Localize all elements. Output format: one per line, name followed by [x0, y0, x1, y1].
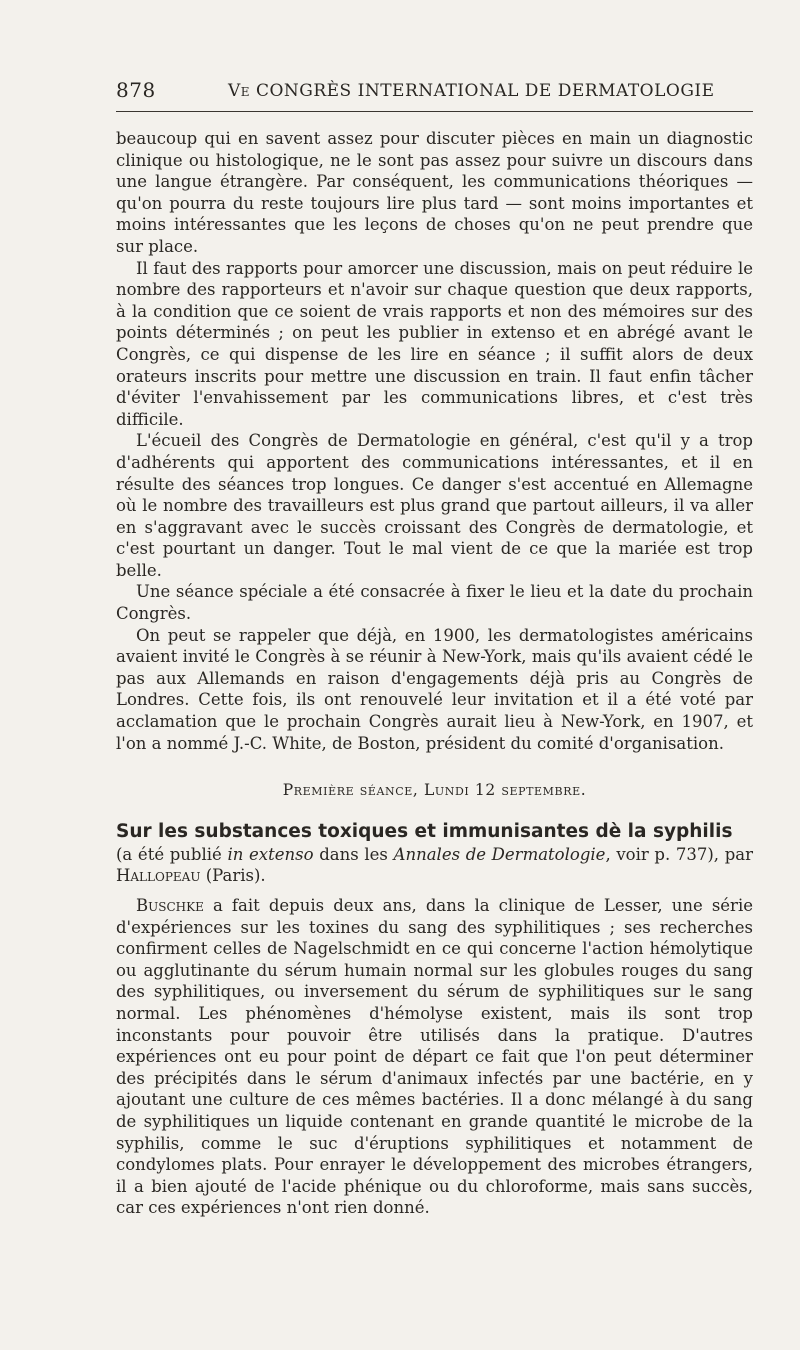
paragraph-buschke-text: a fait depuis deux ans, dans la clinique de Lesser, une série d'expériences sur les toxines du sang des syphilitiques ; ses recherches confirment celles de Nagelschmidt en ce qui concerne l'action hémolytique ou agglutinante du sérum humain normal sur les globules rouges du sang des syphilitiques, ou inversement du sérum de syphilitiques sur le sang normal. Les phénomènes d'hémolyse existent, mais ils sont trop inconstants pour pouvoir être utilisés dans la pratique. D'autres expériences ont eu pour point de départ ce fait que l'on peut déterminer des précipités dans le sérum d'animaux infectés par une bactérie, en y ajoutant une culture de ces mêmes bactéries. Il a donc mélangé à du sang de syphilitiques un liquide contenant en grande quantité le microbe de la syphilis, comme le suc d'éruptions syphilitiques et notamment de condylomes plats. Pour enrayer le développement des microbes étrangers, il a bien ajouté de l'acide phénique ou du chloroforme, mais sans succès, car ces expériences n'ont rien donné. [116, 896, 753, 1218]
paragraph-continuation: beaucoup qui en savent assez pour discuter pièces en main un diagnostic clinique ou histologique, ne le sont pas assez pour suivre un discours dans une langue étrangère. Par conséquent, les communications théoriques — qu'on pourra du reste toujours lire plus tard — sont moins importantes et moins intéressantes que les leçons de choses qu'on ne peut prendre que sur place. [116, 129, 753, 256]
running-title: Ve CONGRÈS INTERNATIONAL DE DERMATOLOGIE [228, 81, 715, 101]
paragraph-ecueil: L'écueil des Congrès de Dermatologie en général, c'est qu'il y a trop d'adhérents qui apportent des communications intéressantes, et il en résulte des séances trop longues. Ce danger s'est accentué en Allemagne où le nombre des travailleurs est plus grand que partout ailleurs, il va aller en s'aggravant avec le succès croissant des Congrès de dermatologie, et c'est pourtant un danger. Tout le mal vient de ce que la mariée est trop belle. [116, 431, 753, 580]
session-heading: Première séance, Lundi 12 septembre. [282, 781, 587, 800]
publication-note [116, 844, 753, 887]
note-journal: Annales de Dermatologie [393, 844, 606, 864]
header-rule [116, 111, 753, 112]
running-head [116, 78, 753, 104]
author-name: Hallopeau [116, 866, 201, 886]
paragraph-rapports: Il faut des rapports pour amorcer une discussion, mais on peut réduire le nombre des rapporteurs et n'avoir sur chaque question que deux rapports, à la condition que ce soient de vrais rapports et non des mémoires sur des points déterminés ; on peut les publier in extenso et en abrégé avant le Congrès, ce qui dispense de les lire en séance ; il suffit alors de deux orateurs inscrits pour mettre une discussion en train. Il faut enfin tâcher d'éviter l'envahissement par les communications libres, et c'est très difficile. [116, 258, 753, 429]
section-title: Sur les substances toxiques et immunisantes dè la syphilis [116, 820, 733, 842]
lead-name: Buschke [136, 896, 204, 915]
paragraph-new-york: On peut se rappeler que déjà, en 1900, les dermatologistes américains avaient invité le Congrès à se réunir à New-York, mais qu'ils avaient cédé le pas aux Allemands en raison d'engagements déjà pris au Congrès de Londres. Cette fois, ils ont renouvelé leur invitation et il a été voté par acclamation que le prochain Congrès aurait lieu à New-York, en 1907, et l'on a nommé J.-C. White, de Boston, président du comité d'organisation. [116, 625, 753, 753]
paragraph-seance-speciale: Une séance spéciale a été consacrée à fixer le lieu et la date du prochain Congrès. [116, 582, 753, 624]
paragraph-buschke [116, 895, 753, 1219]
author-place: (Paris). [200, 866, 266, 886]
page-number: 878 [116, 78, 156, 102]
note-pre: (a été publié [116, 844, 228, 864]
body-text [116, 128, 753, 1219]
note-mid: dans les [313, 844, 394, 864]
note-post: , voir p. 737), par [605, 844, 753, 864]
note-in-extenso: in extenso [227, 844, 314, 864]
